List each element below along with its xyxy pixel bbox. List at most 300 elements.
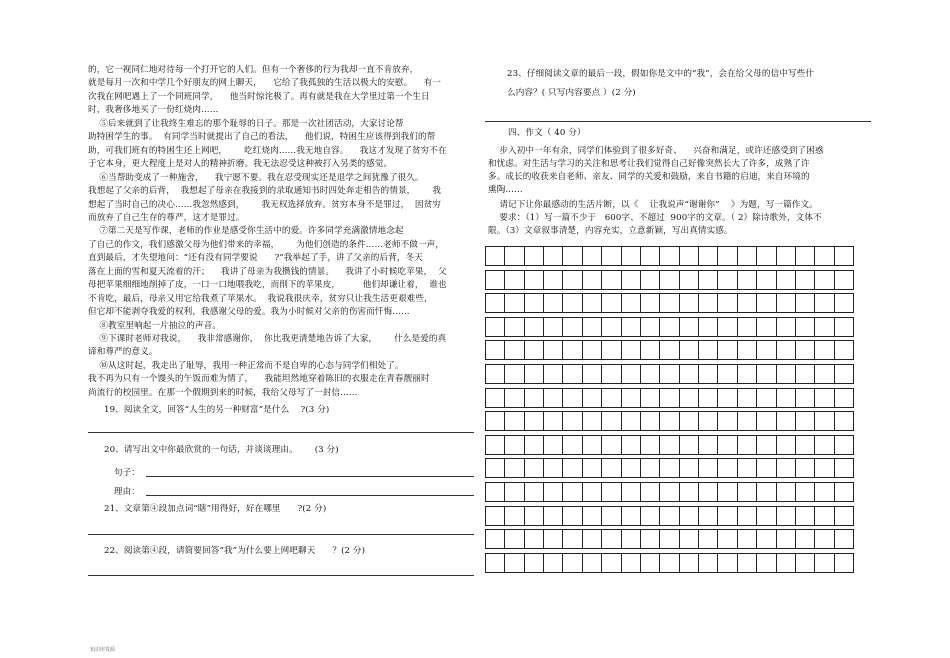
- essay-grid-cell[interactable]: [777, 436, 796, 455]
- essay-grid-cell[interactable]: [622, 365, 641, 384]
- essay-grid-cell[interactable]: [815, 247, 834, 266]
- essay-grid-cell[interactable]: [835, 271, 854, 290]
- essay-grid-cell[interactable]: [622, 247, 641, 266]
- essay-grid-cell[interactable]: [583, 294, 602, 313]
- essay-grid-cell[interactable]: [563, 389, 582, 408]
- essay-grid-cell[interactable]: [602, 318, 621, 337]
- essay-grid-cell[interactable]: [680, 247, 699, 266]
- essay-grid-cell[interactable]: [680, 365, 699, 384]
- essay-grid-cell[interactable]: [486, 318, 505, 337]
- essay-grid-cell[interactable]: [699, 389, 718, 408]
- essay-grid-cell[interactable]: [505, 318, 524, 337]
- essay-grid-cell[interactable]: [602, 554, 621, 573]
- essay-grid-cell[interactable]: [622, 436, 641, 455]
- essay-grid-cell[interactable]: [738, 389, 757, 408]
- essay-grid-cell[interactable]: [505, 436, 524, 455]
- essay-grid-row[interactable]: [485, 317, 854, 337]
- essay-grid-cell[interactable]: [525, 459, 544, 478]
- essay-grid-cell[interactable]: [544, 483, 563, 502]
- essay-grid-cell[interactable]: [486, 412, 505, 431]
- essay-grid-cell[interactable]: [602, 530, 621, 549]
- answer-line-21[interactable]: [88, 534, 474, 535]
- essay-grid-cell[interactable]: [738, 294, 757, 313]
- essay-grid-cell[interactable]: [641, 389, 660, 408]
- essay-grid-cell[interactable]: [563, 436, 582, 455]
- essay-grid-cell[interactable]: [699, 247, 718, 266]
- essay-grid-cell[interactable]: [505, 507, 524, 526]
- essay-grid-cell[interactable]: [583, 271, 602, 290]
- essay-grid-cell[interactable]: [680, 530, 699, 549]
- footer-note: 知识库资源: [90, 647, 116, 653]
- essay-grid-cell[interactable]: [777, 530, 796, 549]
- article-line: 而放弃了自己生存的尊严，这才是罪过。: [88, 212, 245, 223]
- essay-grid-cell[interactable]: [660, 530, 679, 549]
- essay-grid-cell[interactable]: [622, 389, 641, 408]
- essay-grid-cell[interactable]: [602, 412, 621, 431]
- essay-grid-row[interactable]: [485, 482, 854, 502]
- essay-grid-cell[interactable]: [718, 507, 737, 526]
- essay-grid-cell[interactable]: [835, 530, 854, 549]
- essay-grid-cell[interactable]: [796, 247, 815, 266]
- essay-grid-cell[interactable]: [835, 436, 854, 455]
- essay-grid-cell[interactable]: [777, 412, 796, 431]
- essay-grid-cell[interactable]: [738, 459, 757, 478]
- essay-grid-cell[interactable]: [563, 483, 582, 502]
- essay-grid-cell[interactable]: [602, 341, 621, 360]
- essay-grid-cell[interactable]: [641, 318, 660, 337]
- essay-grid-cell[interactable]: [757, 459, 776, 478]
- essay-grid-cell[interactable]: [660, 483, 679, 502]
- essay-grid-cell[interactable]: [815, 271, 834, 290]
- essay-grid-cell[interactable]: [622, 554, 641, 573]
- essay-grid-cell[interactable]: [505, 294, 524, 313]
- essay-grid-cell[interactable]: [757, 554, 776, 573]
- essay-grid-cell[interactable]: [777, 365, 796, 384]
- essay-grid-cell[interactable]: [641, 459, 660, 478]
- prompt-line: 和忧虑。对生活与学习的关注和思考让我们觉得自己好像突然长大了许多，成熟了许: [488, 159, 810, 169]
- essay-grid-cell[interactable]: [641, 294, 660, 313]
- essay-grid-cell[interactable]: [757, 483, 776, 502]
- essay-grid-cell[interactable]: [563, 412, 582, 431]
- essay-grid-cell[interactable]: [544, 554, 563, 573]
- essay-grid-cell[interactable]: [738, 341, 757, 360]
- essay-grid-cell[interactable]: [544, 271, 563, 290]
- essay-grid-cell[interactable]: [738, 436, 757, 455]
- essay-grid-cell[interactable]: [641, 507, 660, 526]
- essay-grid-cell[interactable]: [738, 271, 757, 290]
- essay-grid-cell[interactable]: [835, 341, 854, 360]
- essay-grid-cell[interactable]: [835, 459, 854, 478]
- essay-grid-cell[interactable]: [641, 483, 660, 502]
- essay-grid-cell[interactable]: [583, 341, 602, 360]
- article-line: ⑧教室里响起一片抽泣的声音。: [88, 320, 222, 331]
- essay-grid-cell[interactable]: [544, 412, 563, 431]
- essay-grid-cell[interactable]: [525, 294, 544, 313]
- essay-grid-cell[interactable]: [699, 483, 718, 502]
- essay-grid-cell[interactable]: [641, 530, 660, 549]
- article-line: ⑦第二天是写作课，老师的作业是感受你生活中的爱。许多同学充满激情地念起: [88, 226, 404, 237]
- essay-grid-cell[interactable]: [718, 554, 737, 573]
- essay-grid-cell[interactable]: [718, 365, 737, 384]
- essay-grid-cell[interactable]: [718, 294, 737, 313]
- essay-grid-cell[interactable]: [486, 507, 505, 526]
- essay-grid-cell[interactable]: [525, 507, 544, 526]
- essay-grid-cell[interactable]: [738, 412, 757, 431]
- essay-grid-cell[interactable]: [602, 365, 621, 384]
- essay-grid-cell[interactable]: [680, 412, 699, 431]
- essay-grid-cell[interactable]: [563, 341, 582, 360]
- essay-grid-cell[interactable]: [486, 459, 505, 478]
- essay-grid-cell[interactable]: [757, 365, 776, 384]
- essay-grid-cell[interactable]: [680, 389, 699, 408]
- essay-grid-cell[interactable]: [680, 271, 699, 290]
- essay-grid-cell[interactable]: [486, 389, 505, 408]
- essay-grid-cell[interactable]: [835, 247, 854, 266]
- essay-grid-cell[interactable]: [757, 247, 776, 266]
- essay-grid-cell[interactable]: [583, 554, 602, 573]
- essay-grid-cell[interactable]: [602, 483, 621, 502]
- essay-grid-cell[interactable]: [563, 294, 582, 313]
- essay-grid-cell[interactable]: [777, 294, 796, 313]
- essay-grid-cell[interactable]: [544, 530, 563, 549]
- essay-grid-cell[interactable]: [815, 294, 834, 313]
- essay-grid-cell[interactable]: [602, 271, 621, 290]
- essay-grid-cell[interactable]: [699, 507, 718, 526]
- essay-grid-cell[interactable]: [602, 294, 621, 313]
- q20-reason-label: 理由：: [114, 487, 140, 497]
- essay-grid-cell[interactable]: [796, 436, 815, 455]
- essay-grid-cell[interactable]: [796, 507, 815, 526]
- answer-line-22[interactable]: [88, 575, 474, 576]
- essay-grid-cell[interactable]: [583, 459, 602, 478]
- essay-grid-cell[interactable]: [738, 554, 757, 573]
- essay-grid-cell[interactable]: [486, 554, 505, 573]
- essay-grid-cell[interactable]: [680, 436, 699, 455]
- essay-grid-cell[interactable]: [738, 507, 757, 526]
- essay-grid-cell[interactable]: [622, 507, 641, 526]
- essay-grid-cell[interactable]: [660, 459, 679, 478]
- essay-grid-cell[interactable]: [699, 365, 718, 384]
- essay-grid-cell[interactable]: [680, 507, 699, 526]
- essay-grid-cell[interactable]: [525, 365, 544, 384]
- essay-grid-cell[interactable]: [583, 318, 602, 337]
- essay-grid-cell[interactable]: [699, 318, 718, 337]
- answer-line-20a[interactable]: [146, 476, 474, 477]
- essay-grid-cell[interactable]: [680, 318, 699, 337]
- essay-grid-cell[interactable]: [622, 271, 641, 290]
- essay-grid-cell[interactable]: [718, 483, 737, 502]
- essay-grid-cell[interactable]: [602, 459, 621, 478]
- essay-grid-cell[interactable]: [505, 412, 524, 431]
- essay-grid-cell[interactable]: [660, 507, 679, 526]
- essay-grid-cell[interactable]: [660, 271, 679, 290]
- essay-grid-cell[interactable]: [544, 436, 563, 455]
- essay-grid-cell[interactable]: [815, 341, 834, 360]
- question-21: 21、文章第④段加点词“瞎”用得好，好在哪里 ?(2 分): [104, 504, 327, 514]
- essay-grid-row[interactable]: [485, 270, 854, 290]
- essay-grid-row[interactable]: [485, 506, 854, 526]
- essay-grid-cell[interactable]: [544, 294, 563, 313]
- q20-sentence-label: 句子：: [114, 468, 140, 478]
- essay-grid-cell[interactable]: [699, 554, 718, 573]
- essay-grid-cell[interactable]: [544, 341, 563, 360]
- essay-grid-cell[interactable]: [835, 412, 854, 431]
- essay-grid-cell[interactable]: [525, 341, 544, 360]
- essay-grid-cell[interactable]: [815, 318, 834, 337]
- essay-grid-row[interactable]: [485, 411, 854, 431]
- essay-grid-cell[interactable]: [486, 247, 505, 266]
- essay-grid-cell[interactable]: [544, 507, 563, 526]
- essay-grid-cell[interactable]: [602, 247, 621, 266]
- essay-grid-cell[interactable]: [835, 507, 854, 526]
- article-line: 直到最后，才失望地问：“还有没有同学要说 ?”我举起了手，讲了父亲的后背，冬天: [88, 253, 423, 264]
- essay-grid-cell[interactable]: [641, 247, 660, 266]
- essay-grid-cell[interactable]: [583, 365, 602, 384]
- essay-grid-cell[interactable]: [660, 412, 679, 431]
- essay-grid-cell[interactable]: [583, 530, 602, 549]
- essay-grid-cell[interactable]: [525, 412, 544, 431]
- essay-grid-cell[interactable]: [699, 294, 718, 313]
- essay-grid-cell[interactable]: [505, 341, 524, 360]
- essay-grid-cell[interactable]: [680, 294, 699, 313]
- essay-grid-cell[interactable]: [757, 318, 776, 337]
- essay-grid-cell[interactable]: [718, 436, 737, 455]
- answer-line-23[interactable]: [485, 121, 871, 122]
- essay-grid-cell[interactable]: [757, 507, 776, 526]
- essay-grid-cell[interactable]: [622, 530, 641, 549]
- article-line: 不肯吃，最后，母亲又用它给我煮了苹果水。 我说我很庆幸，贫穷只让我生活更艰难些，: [88, 293, 433, 304]
- essay-grid-cell[interactable]: [505, 271, 524, 290]
- essay-grid-cell[interactable]: [738, 483, 757, 502]
- essay-grid-cell[interactable]: [563, 365, 582, 384]
- article-line: 母把苹果细细地削掉了皮，一口一口地喂我吃，而削下的苹果皮， 他们却谦让着， 谁也: [88, 280, 447, 291]
- essay-grid-cell[interactable]: [563, 507, 582, 526]
- essay-grid-cell[interactable]: [777, 389, 796, 408]
- essay-grid-cell[interactable]: [525, 247, 544, 266]
- essay-grid-cell[interactable]: [757, 412, 776, 431]
- essay-grid-cell[interactable]: [660, 318, 679, 337]
- essay-grid-cell[interactable]: [660, 554, 679, 573]
- essay-grid-cell[interactable]: [505, 530, 524, 549]
- answer-line-20b[interactable]: [146, 495, 474, 496]
- essay-grid-cell[interactable]: [680, 554, 699, 573]
- essay-grid-cell[interactable]: [718, 271, 737, 290]
- essay-grid-row[interactable]: [485, 553, 854, 573]
- essay-grid-row[interactable]: [485, 364, 854, 384]
- essay-grid-cell[interactable]: [815, 365, 834, 384]
- essay-grid-cell[interactable]: [757, 294, 776, 313]
- essay-grid-row[interactable]: [485, 388, 854, 408]
- essay-grid-cell[interactable]: [505, 554, 524, 573]
- essay-grid-cell[interactable]: [486, 271, 505, 290]
- essay-grid-row[interactable]: [485, 435, 854, 455]
- essay-grid-cell[interactable]: [757, 271, 776, 290]
- essay-grid-cell[interactable]: [699, 412, 718, 431]
- essay-grid-cell[interactable]: [718, 412, 737, 431]
- essay-grid-cell[interactable]: [777, 483, 796, 502]
- essay-grid-cell[interactable]: [835, 554, 854, 573]
- essay-grid-row[interactable]: [485, 340, 854, 360]
- essay-grid-cell[interactable]: [718, 318, 737, 337]
- essay-grid-cell[interactable]: [796, 341, 815, 360]
- essay-grid-cell[interactable]: [544, 247, 563, 266]
- essay-grid-cell[interactable]: [699, 271, 718, 290]
- essay-grid-cell[interactable]: [777, 554, 796, 573]
- essay-grid-cell[interactable]: [641, 554, 660, 573]
- essay-grid-cell[interactable]: [486, 530, 505, 549]
- essay-grid-cell[interactable]: [815, 459, 834, 478]
- essay-grid-cell[interactable]: [835, 294, 854, 313]
- essay-grid-cell[interactable]: [563, 318, 582, 337]
- essay-grid-cell[interactable]: [641, 365, 660, 384]
- essay-grid-cell[interactable]: [660, 436, 679, 455]
- essay-grid-cell[interactable]: [815, 389, 834, 408]
- essay-grid-cell[interactable]: [583, 483, 602, 502]
- essay-grid-cell[interactable]: [796, 271, 815, 290]
- essay-grid-cell[interactable]: [757, 341, 776, 360]
- essay-grid-cell[interactable]: [544, 318, 563, 337]
- essay-grid-cell[interactable]: [486, 365, 505, 384]
- essay-grid-cell[interactable]: [563, 554, 582, 573]
- essay-grid-cell[interactable]: [505, 389, 524, 408]
- essay-grid-cell[interactable]: [602, 507, 621, 526]
- essay-grid-cell[interactable]: [660, 294, 679, 313]
- essay-grid-cell[interactable]: [486, 341, 505, 360]
- essay-grid-cell[interactable]: [738, 247, 757, 266]
- essay-grid-cell[interactable]: [777, 341, 796, 360]
- essay-grid-cell[interactable]: [525, 436, 544, 455]
- essay-grid-cell[interactable]: [796, 389, 815, 408]
- article-line: 但它却不能剥夺我爱的权利，我感谢父母的爱。我为小时候对父亲的伤害而忏悔……: [88, 307, 410, 318]
- essay-grid-cell[interactable]: [835, 389, 854, 408]
- essay-grid-cell[interactable]: [815, 507, 834, 526]
- essay-grid-row[interactable]: [485, 529, 854, 549]
- essay-grid-cell[interactable]: [718, 389, 737, 408]
- essay-grid-cell[interactable]: [641, 341, 660, 360]
- essay-grid-cell[interactable]: [680, 341, 699, 360]
- essay-grid-cell[interactable]: [680, 483, 699, 502]
- essay-grid-cell[interactable]: [525, 530, 544, 549]
- essay-grid-cell[interactable]: [525, 389, 544, 408]
- essay-grid-cell[interactable]: [718, 247, 737, 266]
- prompt-line: 限。（3）文章叙事清楚，内容充实，立意新颖，写出真情实感。: [488, 226, 733, 236]
- essay-grid-cell[interactable]: [835, 365, 854, 384]
- essay-grid-cell[interactable]: [835, 483, 854, 502]
- essay-grid-cell[interactable]: [544, 389, 563, 408]
- essay-grid-cell[interactable]: [525, 554, 544, 573]
- essay-grid-cell[interactable]: [796, 554, 815, 573]
- essay-grid-cell[interactable]: [738, 365, 757, 384]
- essay-grid-cell[interactable]: [699, 436, 718, 455]
- essay-grid-cell[interactable]: [622, 318, 641, 337]
- answer-line-19: [88, 432, 474, 433]
- essay-grid-row[interactable]: [485, 246, 854, 266]
- essay-grid-cell[interactable]: [525, 318, 544, 337]
- essay-grid-row[interactable]: [485, 293, 854, 313]
- essay-grid-cell[interactable]: [641, 436, 660, 455]
- essay-grid-cell[interactable]: [660, 247, 679, 266]
- essay-grid-cell[interactable]: [680, 459, 699, 478]
- essay-grid-cell[interactable]: [777, 318, 796, 337]
- essay-grid-cell[interactable]: [505, 247, 524, 266]
- essay-grid-cell[interactable]: [563, 247, 582, 266]
- essay-grid-cell[interactable]: [699, 459, 718, 478]
- essay-grid-cell[interactable]: [815, 554, 834, 573]
- essay-grid-cell[interactable]: [583, 507, 602, 526]
- essay-grid-cell[interactable]: [815, 483, 834, 502]
- essay-grid-cell[interactable]: [699, 530, 718, 549]
- essay-grid-row[interactable]: [485, 458, 854, 478]
- essay-grid-cell[interactable]: [563, 530, 582, 549]
- essay-grid-cell[interactable]: [602, 389, 621, 408]
- essay-grid-cell[interactable]: [738, 530, 757, 549]
- essay-grid-cell[interactable]: [505, 365, 524, 384]
- essay-grid-cell[interactable]: [660, 365, 679, 384]
- essay-grid-cell[interactable]: [486, 294, 505, 313]
- essay-grid-cell[interactable]: [757, 436, 776, 455]
- essay-grid-cell[interactable]: [641, 271, 660, 290]
- essay-grid-cell[interactable]: [757, 389, 776, 408]
- essay-grid-cell[interactable]: [777, 507, 796, 526]
- essay-grid-cell[interactable]: [660, 389, 679, 408]
- essay-grid-cell[interactable]: [622, 459, 641, 478]
- essay-grid-cell[interactable]: [796, 318, 815, 337]
- essay-grid-cell[interactable]: [718, 341, 737, 360]
- essay-grid-cell[interactable]: [718, 530, 737, 549]
- essay-grid-cell[interactable]: [505, 459, 524, 478]
- essay-grid-cell[interactable]: [563, 271, 582, 290]
- essay-grid-cell[interactable]: [583, 389, 602, 408]
- essay-grid-cell[interactable]: [796, 483, 815, 502]
- essay-grid-cell[interactable]: [835, 318, 854, 337]
- essay-grid-cell[interactable]: [486, 483, 505, 502]
- essay-grid-cell[interactable]: [815, 436, 834, 455]
- essay-grid-cell[interactable]: [602, 436, 621, 455]
- essay-grid-cell[interactable]: [777, 247, 796, 266]
- essay-grid-cell[interactable]: [622, 294, 641, 313]
- essay-grid-cell[interactable]: [796, 459, 815, 478]
- essay-grid-cell[interactable]: [777, 271, 796, 290]
- essay-grid-cell[interactable]: [699, 341, 718, 360]
- essay-grid-cell[interactable]: [777, 459, 796, 478]
- essay-grid-cell[interactable]: [486, 436, 505, 455]
- essay-grid-cell[interactable]: [525, 271, 544, 290]
- essay-grid-cell[interactable]: [583, 412, 602, 431]
- essay-grid-cell[interactable]: [718, 459, 737, 478]
- essay-grid-cell[interactable]: [583, 436, 602, 455]
- essay-grid-cell[interactable]: [525, 483, 544, 502]
- essay-grid-cell[interactable]: [583, 247, 602, 266]
- essay-grid-cell[interactable]: [796, 530, 815, 549]
- essay-grid-cell[interactable]: [796, 365, 815, 384]
- essay-grid-cell[interactable]: [505, 483, 524, 502]
- essay-grid-cell[interactable]: [544, 365, 563, 384]
- essay-grid-cell[interactable]: [563, 459, 582, 478]
- essay-grid-cell[interactable]: [622, 341, 641, 360]
- question-23-line2: 么内容？( 只写内容要点 ）(2 分): [507, 88, 636, 98]
- essay-grid-cell[interactable]: [815, 530, 834, 549]
- essay-grid-cell[interactable]: [660, 341, 679, 360]
- essay-grid-cell[interactable]: [796, 412, 815, 431]
- essay-grid-cell[interactable]: [544, 459, 563, 478]
- essay-grid-cell[interactable]: [796, 294, 815, 313]
- essay-grid-cell[interactable]: [622, 483, 641, 502]
- essay-grid-cell[interactable]: [622, 412, 641, 431]
- essay-grid-cell[interactable]: [757, 530, 776, 549]
- essay-grid-cell[interactable]: [738, 318, 757, 337]
- essay-grid-cell[interactable]: [815, 412, 834, 431]
- essay-grid-cell[interactable]: [641, 412, 660, 431]
